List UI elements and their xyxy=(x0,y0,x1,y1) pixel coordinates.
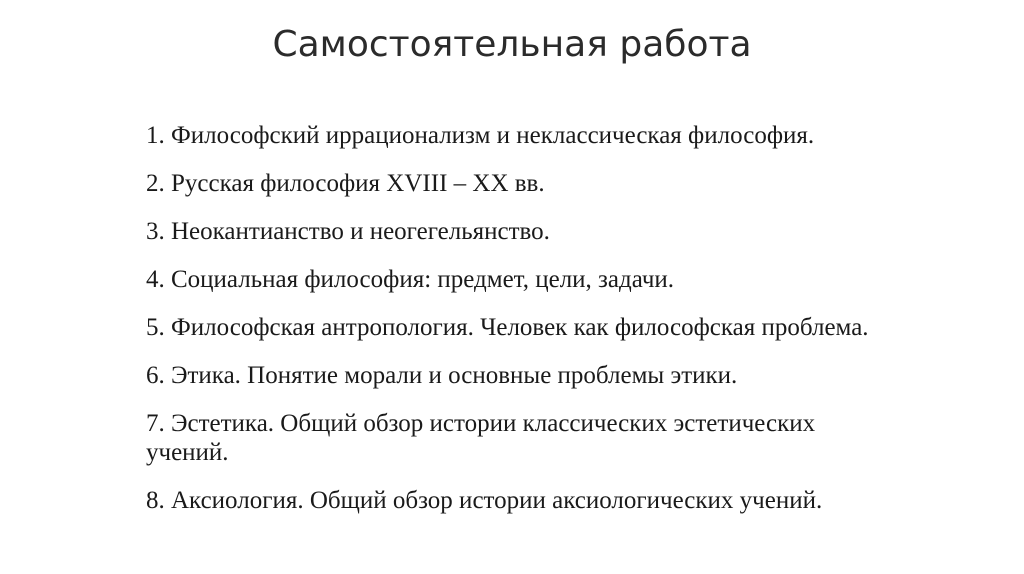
list-item: 3. Неокантианство и неогегельянство. xyxy=(146,218,550,245)
list-item: 2. Русская философия XVIII – XX вв. xyxy=(146,170,545,197)
list-item: 1. Философский иррационализм и неклассическая философия. xyxy=(146,122,815,149)
list-item: 5. Философская антропология. Человек как философская проблема. xyxy=(146,314,869,341)
list-item: 8. Аксиология. Общий обзор истории аксиологических учений. xyxy=(146,487,823,514)
list-item: 6. Этика. Понятие морали и основные проблемы этики. xyxy=(146,362,738,389)
slide-title: Самостоятельная работа xyxy=(272,24,752,65)
task-list xyxy=(146,121,906,534)
list-item: 4. Социальная философия: предмет, цели, задачи. xyxy=(146,266,675,293)
list-item: 7. Эстетика. Общий обзор истории классических эстетических учений. xyxy=(146,410,816,466)
